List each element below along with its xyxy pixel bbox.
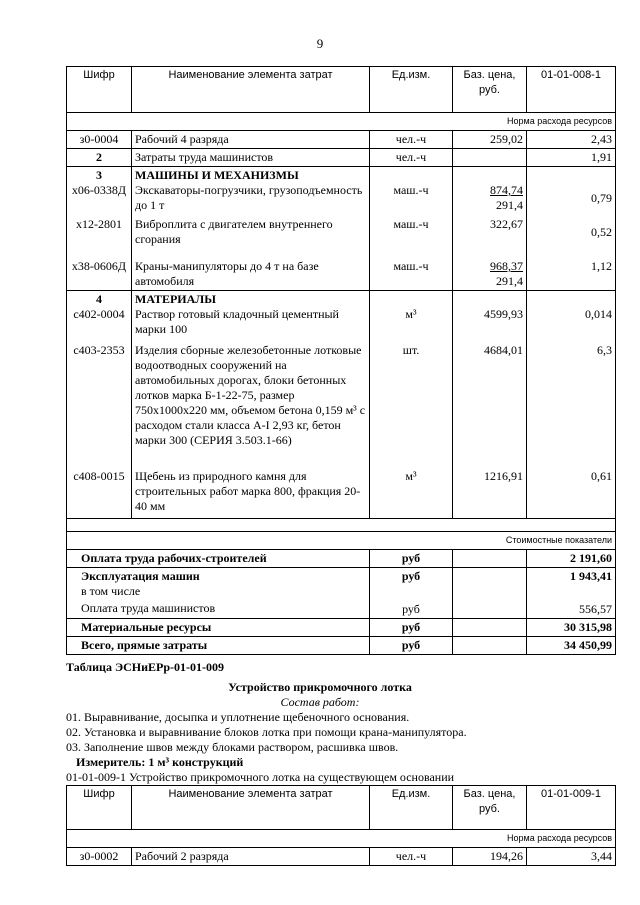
section-heading: Устройство прикромочного лотка — [228, 680, 412, 694]
header-code: Шифр — [67, 67, 132, 113]
resource-table-009 — [66, 785, 616, 866]
work-item: 03. Заполнение швов между блоками раствором, расшивка швов. — [66, 740, 399, 754]
cost-row: Эксплуатация машин в том числе Оплата труда машинистов руб руб 1 943,41 556,57 — [67, 568, 616, 619]
cost-row: Материальные ресурсы руб 30 315,98 — [67, 619, 616, 637]
header-code: Шифр — [67, 786, 132, 830]
header-price: Баз. цена, руб. — [453, 786, 527, 830]
header-name: Наименование элемента затрат — [132, 67, 370, 113]
norm-label: Норма расхода ресурсов — [67, 113, 616, 131]
table-row: 2 Затраты труда машинистов чел.-ч 1,91 — [67, 149, 616, 167]
header-price: Баз. цена, руб. — [453, 67, 527, 113]
work-item: 01. Выравнивание, досыпка и уплотнение щебеночного основания. — [66, 710, 410, 724]
header-name: Наименование элемента затрат — [132, 786, 370, 830]
resource-table-008 — [66, 66, 616, 655]
header-unit: Ед.изм. — [370, 786, 453, 830]
table-row: з0-0002 Рабочий 2 разряда чел.-ч 194,26 3,44 — [67, 848, 616, 866]
machines-block: 3 х06-0338Д х12-2801 х38-0606Д МАШИНЫ И МЕХАНИЗМЫ Экскаваторы-погрузчики, грузоподъемность до 1 т Виброплита с двигателем внутреннего сгорания Краны-манипуляторы до 4 т на базе автомобиля маш.-ч маш.-ч маш.-ч 874,74 291,4 322,67 968,37 291,4 0,79 0,52 1,12 — [67, 167, 616, 291]
materials-block: 4 с402-0004 с403-2353 с408-0015 МАТЕРИАЛЫ Раствор готовый кладочный цементный марки 100 Изделия сборные железобетонные лотковые водоотводных сооружений на автомобильных дорогах, блоки бетонных лотков марка Б-1-22-75, размер 750x1000x220 мм, объемом бетона 0,159 м³ с расходом стали класса А-I 2,93 кг, бетон марки 300 (СЕРИЯ 3.503.1-66) Щебень из природного камня для строительных работ марка 800, фракция 20-40 мм м³ шт. м³ 4599,93 4684,01 1216,91 0,014 6,3 0,61 — [67, 291, 616, 519]
work-composition-label: Состав работ: — [280, 695, 360, 709]
cost-row: Всего, прямые затраты руб 34 450,99 — [67, 637, 616, 655]
header-norm-code: 01-01-009-1 — [527, 786, 616, 830]
header-norm-code: 01-01-008-1 — [527, 67, 616, 113]
page-number: 9 — [316, 36, 324, 51]
table-subtitle: 01-01-009-1 Устройство прикромочного лотка на существующем основании — [66, 770, 455, 784]
header-unit: Ед.изм. — [370, 67, 453, 113]
table-title: Таблица ЭСНиЕРр-01-01-009 — [66, 660, 225, 674]
norm-label: Норма расхода ресурсов — [67, 830, 616, 848]
section-title: МАШИНЫ И МЕХАНИЗМЫ — [135, 168, 299, 182]
section-number: 3 — [96, 168, 102, 182]
measure-unit: Измеритель: 1 м³ конструкций — [76, 755, 244, 769]
table-row: з0-0004 Рабочий 4 разряда чел.-ч 259,02 2,43 — [67, 131, 616, 149]
cost-row: Оплата труда рабочих-строителей руб 2 191,60 — [67, 550, 616, 568]
work-item: 02. Установка и выравнивание блоков лотка при помощи крана-манипулятора. — [66, 725, 467, 739]
cost-indicators-label: Стоимостные показатели — [67, 532, 616, 550]
